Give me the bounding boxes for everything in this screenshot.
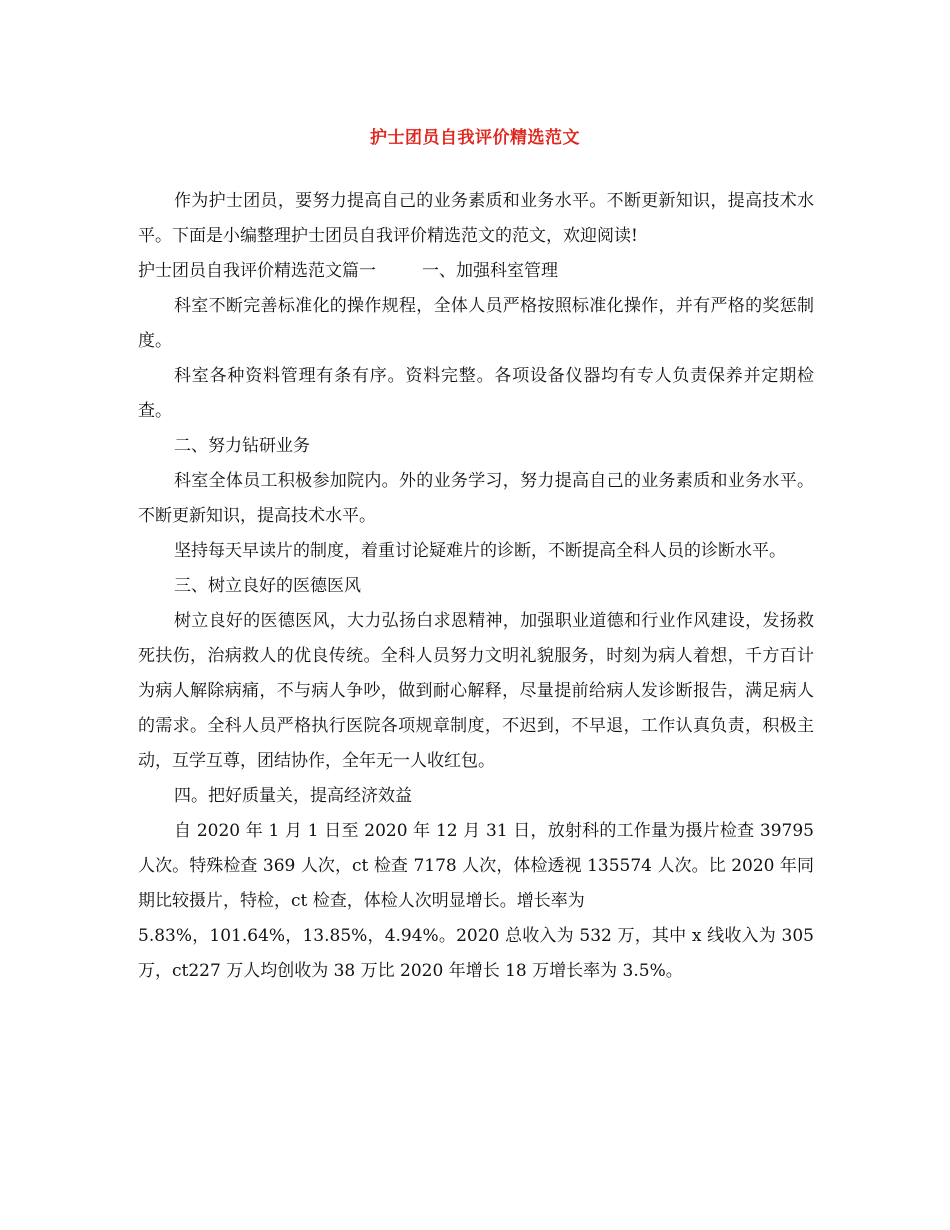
section2-paragraph-1: 科室全体员工积极参加院内。外的业务学习，努力提高自己的业务素质和业务水平。不断更新知识，提高技术水平。: [138, 471, 814, 526]
section4-paragraph-2: 5.83%，101.64%，13.85%，4.94%。2020 总收入为 532 万，其中 x 线收入为 305 万，ct227 万人均创收为 38 万比 2020 年增长 18 万增长率为 3.5%。: [138, 926, 814, 981]
document-title: 护士团员自我评价精选范文: [370, 128, 580, 148]
section2-paragraph-2: 坚持每天早读片的制度，着重讨论疑难片的诊断，不断提高全科人员的诊断水平。: [174, 541, 786, 561]
document-body: [138, 184, 814, 989]
article-heading-line: [138, 254, 814, 289]
section1-title: 一、加强科室管理: [422, 261, 558, 281]
section1-paragraph-2: 科室各种资料管理有条有序。资料完整。各项设备仪器均有专人负责保养并定期检查。: [138, 366, 814, 421]
section4-title: 四。把好质量关，提高经济效益: [174, 786, 412, 806]
section4-paragraph-1: 自 2020 年 1 月 1 日至 2020 年 12 月 31 日，放射科的工作量为摄片检查 39795人次。特殊检查 369 人次，ct 检查 7178 人次，体检透视 135574 人次。比 2020 年同期比较摄片，特检，ct 检查，体检人次明显增长。增长率为: [138, 821, 814, 911]
article-heading: 护士团员自我评价精选范文篇一: [138, 261, 376, 281]
section1-paragraph-1: 科室不断完善标准化的操作规程，全体人员严格按照标准化操作，并有严格的奖惩制度。: [138, 296, 814, 351]
intro-paragraph: 作为护士团员，要努力提高自己的业务素质和业务水平。不断更新知识，提高技术水平。下面是小编整理护士团员自我评价精选范文的范文，欢迎阅读!: [138, 191, 814, 246]
section3-title: 三、树立良好的医德医风: [174, 576, 361, 596]
section3-paragraph-1: 树立良好的医德医风，大力弘扬白求恩精神，加强职业道德和行业作风建设，发扬救死扶伤，治病救人的优良传统。全科人员努力文明礼貌服务，时刻为病人着想，千方百计为病人解除病痛，不与病人争吵，做到耐心解释，尽量提前给病人发诊断报告，满足病人的需求。全科人员严格执行医院各项规章制度，不迟到，不早退，工作认真负责，积极主动，互学互尊，团结协作，全年无一人收红包。: [138, 611, 814, 771]
section2-title: 二、努力钻研业务: [174, 436, 310, 456]
